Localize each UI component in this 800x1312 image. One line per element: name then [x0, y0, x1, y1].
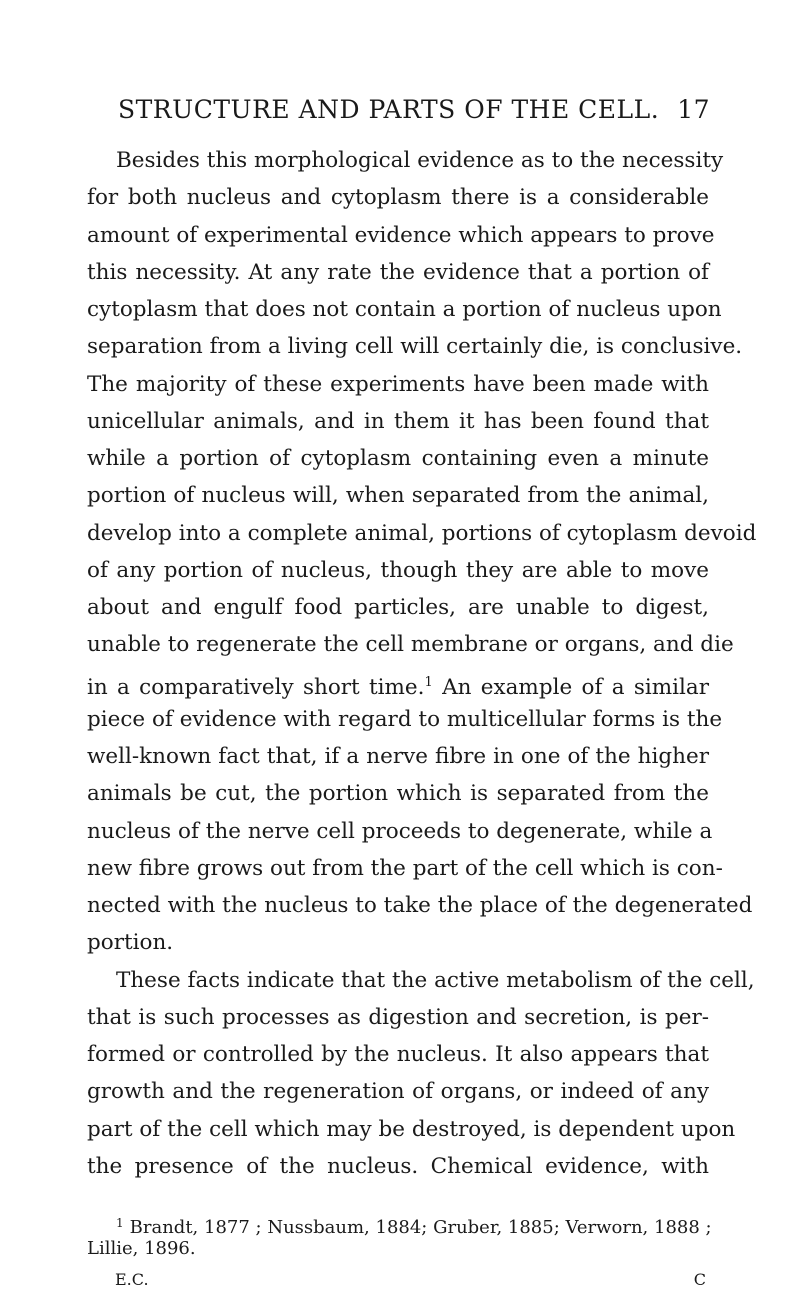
paragraph-line: about and engulf food particles, are unable to digest,	[87, 595, 709, 620]
page-number: 17	[677, 95, 710, 124]
footnotes	[87, 1211, 712, 1261]
paragraph-line: develop into a complete animal, portions of cytoplasm devoid	[87, 520, 757, 546]
footnote-reference[interactable]: 1	[424, 674, 433, 690]
paragraph-line: growth and the regeneration of organs, or indeed of any	[87, 1079, 709, 1105]
signature-row	[115, 1268, 706, 1292]
paragraph-line-with-footnote	[87, 664, 709, 701]
paragraph-line: The majority of these experiments have been made with	[87, 371, 709, 397]
paragraph-line: portion.	[87, 930, 174, 956]
footnote-text: Brandt, 1877 ; Nussbaum, 1884; Gruber, 1885; Verworn, 1888 ;	[129, 1217, 712, 1238]
book-signature: E.C.	[115, 1270, 149, 1289]
footnote-marker: 1	[116, 1216, 124, 1230]
paragraph-line: that is such processes as digestion and secretion, is per-	[87, 1004, 709, 1030]
line-continuation: An example of a similar	[442, 674, 709, 700]
running-title: STRUCTURE AND PARTS OF THE CELL.	[118, 95, 660, 124]
paragraph-line: separation from a living cell will certainly die, is conclusive.	[87, 334, 743, 360]
paragraph-line: These facts indicate that the active metabolism of the cell,	[116, 967, 755, 993]
paragraph-line: amount of experimental evidence which appears to prove	[87, 222, 715, 248]
running-head	[118, 92, 710, 128]
paragraph-line: the presence of the nucleus. Chemical evidence, with	[87, 1153, 709, 1179]
paragraph-line: nucleus of the nerve cell proceeds to degenerate, while a	[87, 818, 713, 844]
paragraph-line: this necessity. At any rate the evidence that a portion of	[87, 259, 709, 285]
paragraph-line: nected with the nucleus to take the place of the degenerated	[87, 893, 753, 918]
paragraph-line: well-known fact that, if a nerve fibre in one of the higher	[87, 744, 709, 769]
footnote-line: Lillie, 1896.	[87, 1238, 196, 1259]
paragraph-line: cytoplasm that does not contain a portion of nucleus upon	[87, 297, 722, 322]
paragraph-line: unicellular animals, and in them it has been found that	[87, 408, 709, 434]
paragraph-line: formed or controlled by the nucleus. It also appears that	[87, 1042, 709, 1067]
paragraph-line: for both nucleus and cytoplasm there is a considerable	[87, 185, 709, 211]
paragraph-line: portion of nucleus will, when separated from the animal,	[87, 483, 709, 509]
paragraph-line: animals be cut, the portion which is separated from the	[87, 781, 709, 807]
paragraph-line: new fibre grows out from the part of the cell which is con-	[87, 855, 723, 881]
gathering-mark: C	[693, 1270, 706, 1289]
footnote-line	[87, 1211, 712, 1238]
paragraph-line: unable to regenerate the cell membrane or organs, and die	[87, 632, 734, 658]
paragraph-line: piece of evidence with regard to multicellular forms is the	[87, 706, 723, 732]
line-text: in a comparatively short time.	[87, 674, 425, 700]
paragraph-line: while a portion of cytoplasm containing even a minute	[87, 446, 709, 471]
paragraph-line: part of the cell which may be destroyed, is dependent upon	[87, 1116, 736, 1142]
body-text	[87, 142, 757, 1185]
paragraph-line: Besides this morphological evidence as to the necessity	[116, 148, 724, 173]
paragraph-line: of any portion of nucleus, though they are able to move	[87, 557, 709, 583]
